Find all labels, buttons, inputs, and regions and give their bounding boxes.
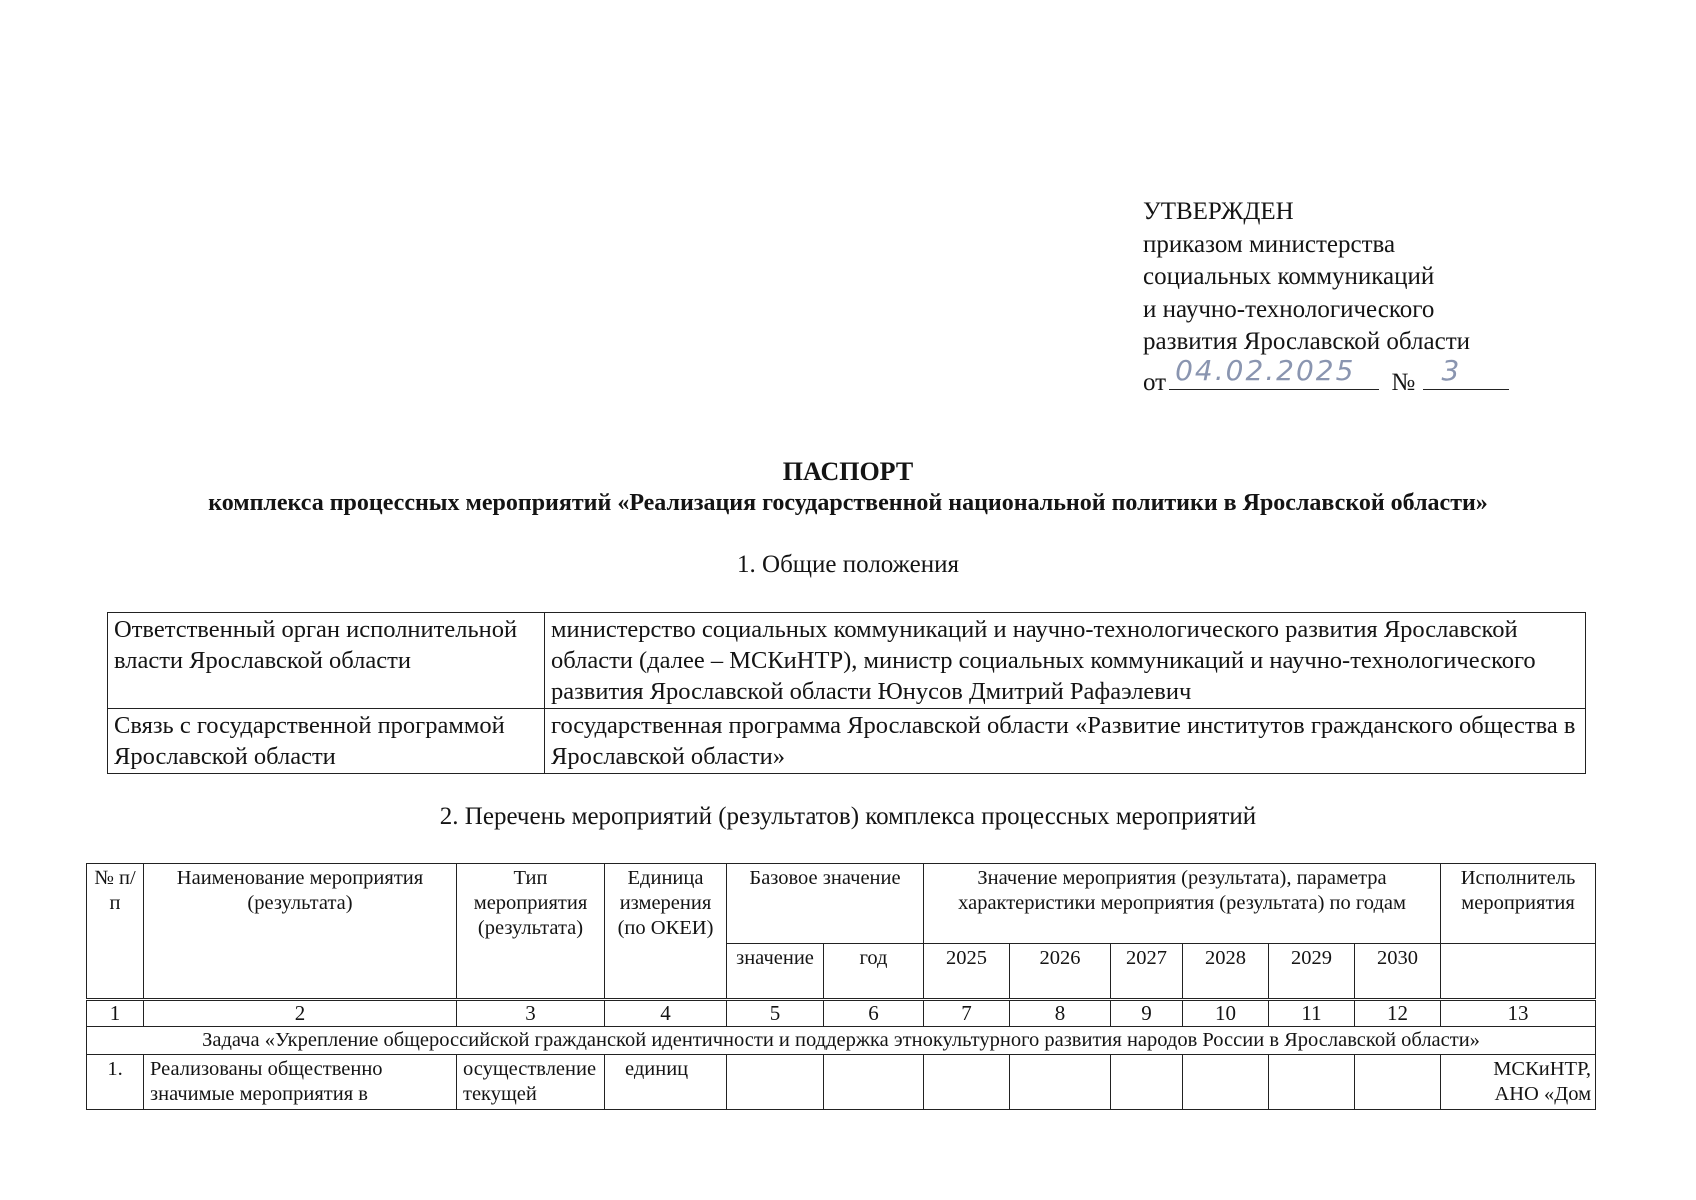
row-value: министерство социальных коммуникаций и научно-технологического развития Ярославской области (далее – МСКиНТР), министр социальных коммуникаций и научно-технологического развития Ярославской области Юнусов Дмитрий Рафаэлевич (545, 613, 1586, 709)
row-num: 1. (87, 1055, 144, 1110)
column-number: 13 (1441, 1000, 1596, 1027)
column-number: 11 (1269, 1000, 1355, 1027)
header-values: Значение мероприятия (результата), параметра характеристики мероприятия (результата) по годам (924, 864, 1441, 944)
row-type: осуществление текущей (457, 1055, 605, 1110)
header-unit: Единица измерения (по ОКЕИ) (605, 864, 727, 1000)
header-executor: Исполнитель мероприятия (1441, 864, 1596, 944)
header-base: Базовое значение (727, 864, 924, 944)
header-row (87, 864, 1596, 944)
column-number: 12 (1355, 1000, 1441, 1027)
general-provisions-table (107, 612, 1586, 774)
handwritten-number: 3 (1441, 354, 1462, 387)
approval-line: и научно-технологического (1143, 295, 1435, 323)
from-label: от (1143, 368, 1167, 396)
row-label: Связь с государственной программой Ярославской области (108, 709, 545, 774)
column-number: 3 (457, 1000, 605, 1027)
approval-line: приказом министерства (1143, 230, 1396, 258)
column-number: 9 (1111, 1000, 1183, 1027)
column-number: 8 (1010, 1000, 1111, 1027)
handwritten-date: 04.02.2025 (1175, 354, 1356, 387)
row-value-2027 (1111, 1055, 1183, 1110)
date-field (1169, 354, 1379, 390)
document-subtitle: комплекса процессных мероприятий «Реализация государственной национальной политики в Ярославской области» (208, 490, 1488, 516)
column-number: 1 (87, 1000, 144, 1027)
header-executor-empty (1441, 944, 1596, 1000)
approval-line: развития Ярославской области (1143, 328, 1471, 355)
row-executor: МСКиНТР, АНО «Дом (1441, 1055, 1596, 1110)
table-row (108, 709, 1586, 774)
row-value-2026 (1010, 1055, 1111, 1110)
header-type: Тип мероприятия (результата) (457, 864, 605, 1000)
header-year: 2027 (1111, 944, 1183, 1000)
header-year: 2026 (1010, 944, 1111, 1000)
task-cell: Задача «Укрепление общероссийской гражданской идентичности и поддержка этнокультурного развития народов России в Ярославской области» (87, 1027, 1596, 1055)
column-number: 7 (924, 1000, 1010, 1027)
row-label: Ответственный орган исполнительной власти Ярославской области (108, 613, 545, 709)
activities-table (86, 863, 1596, 1110)
column-number: 5 (727, 1000, 824, 1027)
column-number: 10 (1183, 1000, 1269, 1027)
row-name: Реализованы общественно значимые мероприятия в (144, 1055, 457, 1110)
column-number: 4 (605, 1000, 727, 1027)
header-num: № п/п (87, 864, 144, 1000)
row-value-2025 (924, 1055, 1010, 1110)
header-year: 2025 (924, 944, 1010, 1000)
number-label: № (1391, 368, 1416, 396)
header-name: Наименование мероприятия (результата) (144, 864, 457, 1000)
column-numbers-row (87, 1000, 1596, 1027)
row-value-2030 (1355, 1055, 1441, 1110)
number-field (1423, 354, 1509, 390)
row-base-value (727, 1055, 824, 1110)
row-value: государственная программа Ярославской области «Развитие институтов гражданского общества в Ярославской области» (545, 709, 1586, 774)
row-base-year (824, 1055, 924, 1110)
header-year: 2029 (1269, 944, 1355, 1000)
approval-date-line (1143, 354, 1509, 400)
header-base-year: год (824, 944, 924, 1000)
task-row (87, 1027, 1596, 1055)
header-base-value: значение (727, 944, 824, 1000)
column-number: 6 (824, 1000, 924, 1027)
header-year: 2028 (1183, 944, 1269, 1000)
approval-line: социальных коммуникаций (1143, 263, 1435, 290)
document-title: ПАСПОРТ (782, 457, 914, 486)
section1-title: 1. Общие положения (737, 551, 959, 578)
approval-title: УТВЕРЖДЕН (1143, 198, 1294, 225)
row-value-2029 (1269, 1055, 1355, 1110)
header-year: 2030 (1355, 944, 1441, 1000)
section2-title: 2. Перечень мероприятий (результатов) комплекса процессных мероприятий (439, 803, 1257, 830)
approval-block (1143, 196, 1509, 399)
column-number: 2 (144, 1000, 457, 1027)
table-row (108, 613, 1586, 709)
table-row (87, 1055, 1596, 1110)
row-value-2028 (1183, 1055, 1269, 1110)
row-unit: единиц (605, 1055, 727, 1110)
